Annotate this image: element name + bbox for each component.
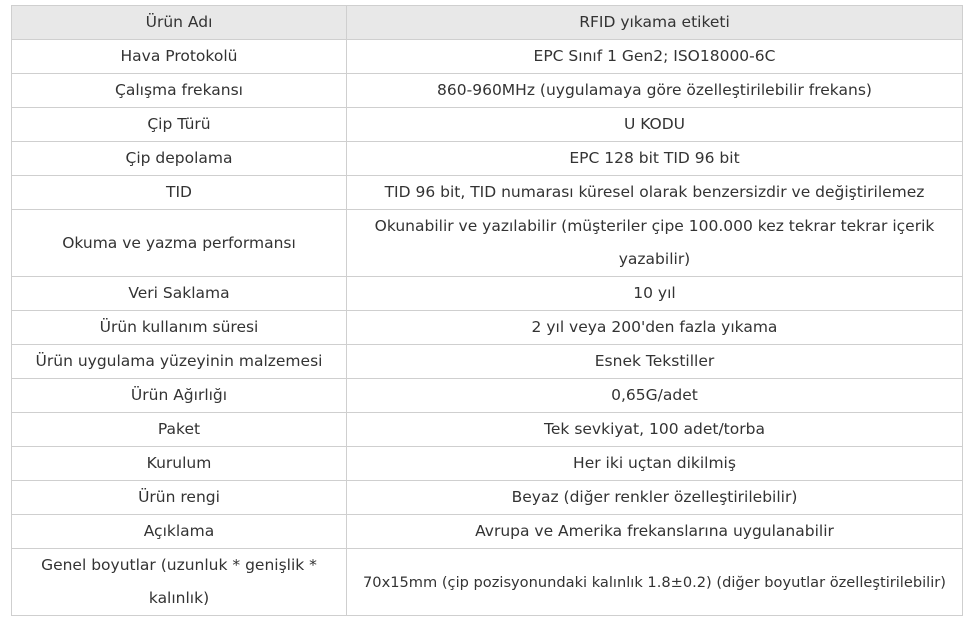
table-row	[12, 108, 963, 142]
row-label: Paket	[12, 413, 347, 447]
row-value: U KODU	[347, 108, 963, 142]
table-row	[12, 40, 963, 74]
row-value: 70x15mm (çip pozisyonundaki kalınlık 1.8±0.2) (diğer boyutlar özelleştirilebilir)	[347, 549, 963, 616]
table-row	[12, 549, 963, 616]
table-row	[12, 481, 963, 515]
table-row	[12, 311, 963, 345]
row-value: Tek sevkiyat, 100 adet/torba	[347, 413, 963, 447]
row-value: 2 yıl veya 200'den fazla yıkama	[347, 311, 963, 345]
row-label: Kurulum	[12, 447, 347, 481]
row-label: Ürün kullanım süresi	[12, 311, 347, 345]
row-value: EPC 128 bit TID 96 bit	[347, 142, 963, 176]
row-label: Genel boyutlar (uzunluk * genişlik * kalınlık)	[12, 549, 347, 616]
row-label: Ürün Ağırlığı	[12, 379, 347, 413]
row-value: EPC Sınıf 1 Gen2; ISO18000-6C	[347, 40, 963, 74]
row-value: Avrupa ve Amerika frekanslarına uygulanabilir	[347, 515, 963, 549]
row-value: Okunabilir ve yazılabilir (müşteriler çipe 100.000 kez tekrar tekrar içerik yazabilir)	[347, 210, 963, 277]
row-label: Çalışma frekansı	[12, 74, 347, 108]
spec-table	[11, 5, 963, 616]
row-label: Ürün rengi	[12, 481, 347, 515]
table-row	[12, 515, 963, 549]
table-row	[12, 379, 963, 413]
row-label: Hava Protokolü	[12, 40, 347, 74]
row-label: TID	[12, 176, 347, 210]
row-label: Veri Saklama	[12, 277, 347, 311]
row-label: Açıklama	[12, 515, 347, 549]
row-label: Ürün uygulama yüzeyinin malzemesi	[12, 345, 347, 379]
header-product-name-label: Ürün Adı	[12, 6, 347, 40]
row-label: Çip Türü	[12, 108, 347, 142]
table-row	[12, 447, 963, 481]
table-row	[12, 210, 963, 277]
row-label: Çip depolama	[12, 142, 347, 176]
table-row	[12, 74, 963, 108]
table-row	[12, 142, 963, 176]
row-value: 0,65G/adet	[347, 379, 963, 413]
row-value: TID 96 bit, TID numarası küresel olarak benzersizdir ve değiştirilemez	[347, 176, 963, 210]
row-label: Okuma ve yazma performansı	[12, 210, 347, 277]
table-header-row	[12, 6, 963, 40]
table-row	[12, 176, 963, 210]
row-value: 10 yıl	[347, 277, 963, 311]
table-row	[12, 345, 963, 379]
table-row	[12, 277, 963, 311]
row-value: Esnek Tekstiller	[347, 345, 963, 379]
row-value: 860-960MHz (uygulamaya göre özelleştirilebilir frekans)	[347, 74, 963, 108]
header-product-name-value: RFID yıkama etiketi	[347, 6, 963, 40]
table-row	[12, 413, 963, 447]
row-value: Her iki uçtan dikilmiş	[347, 447, 963, 481]
row-value: Beyaz (diğer renkler özelleştirilebilir)	[347, 481, 963, 515]
